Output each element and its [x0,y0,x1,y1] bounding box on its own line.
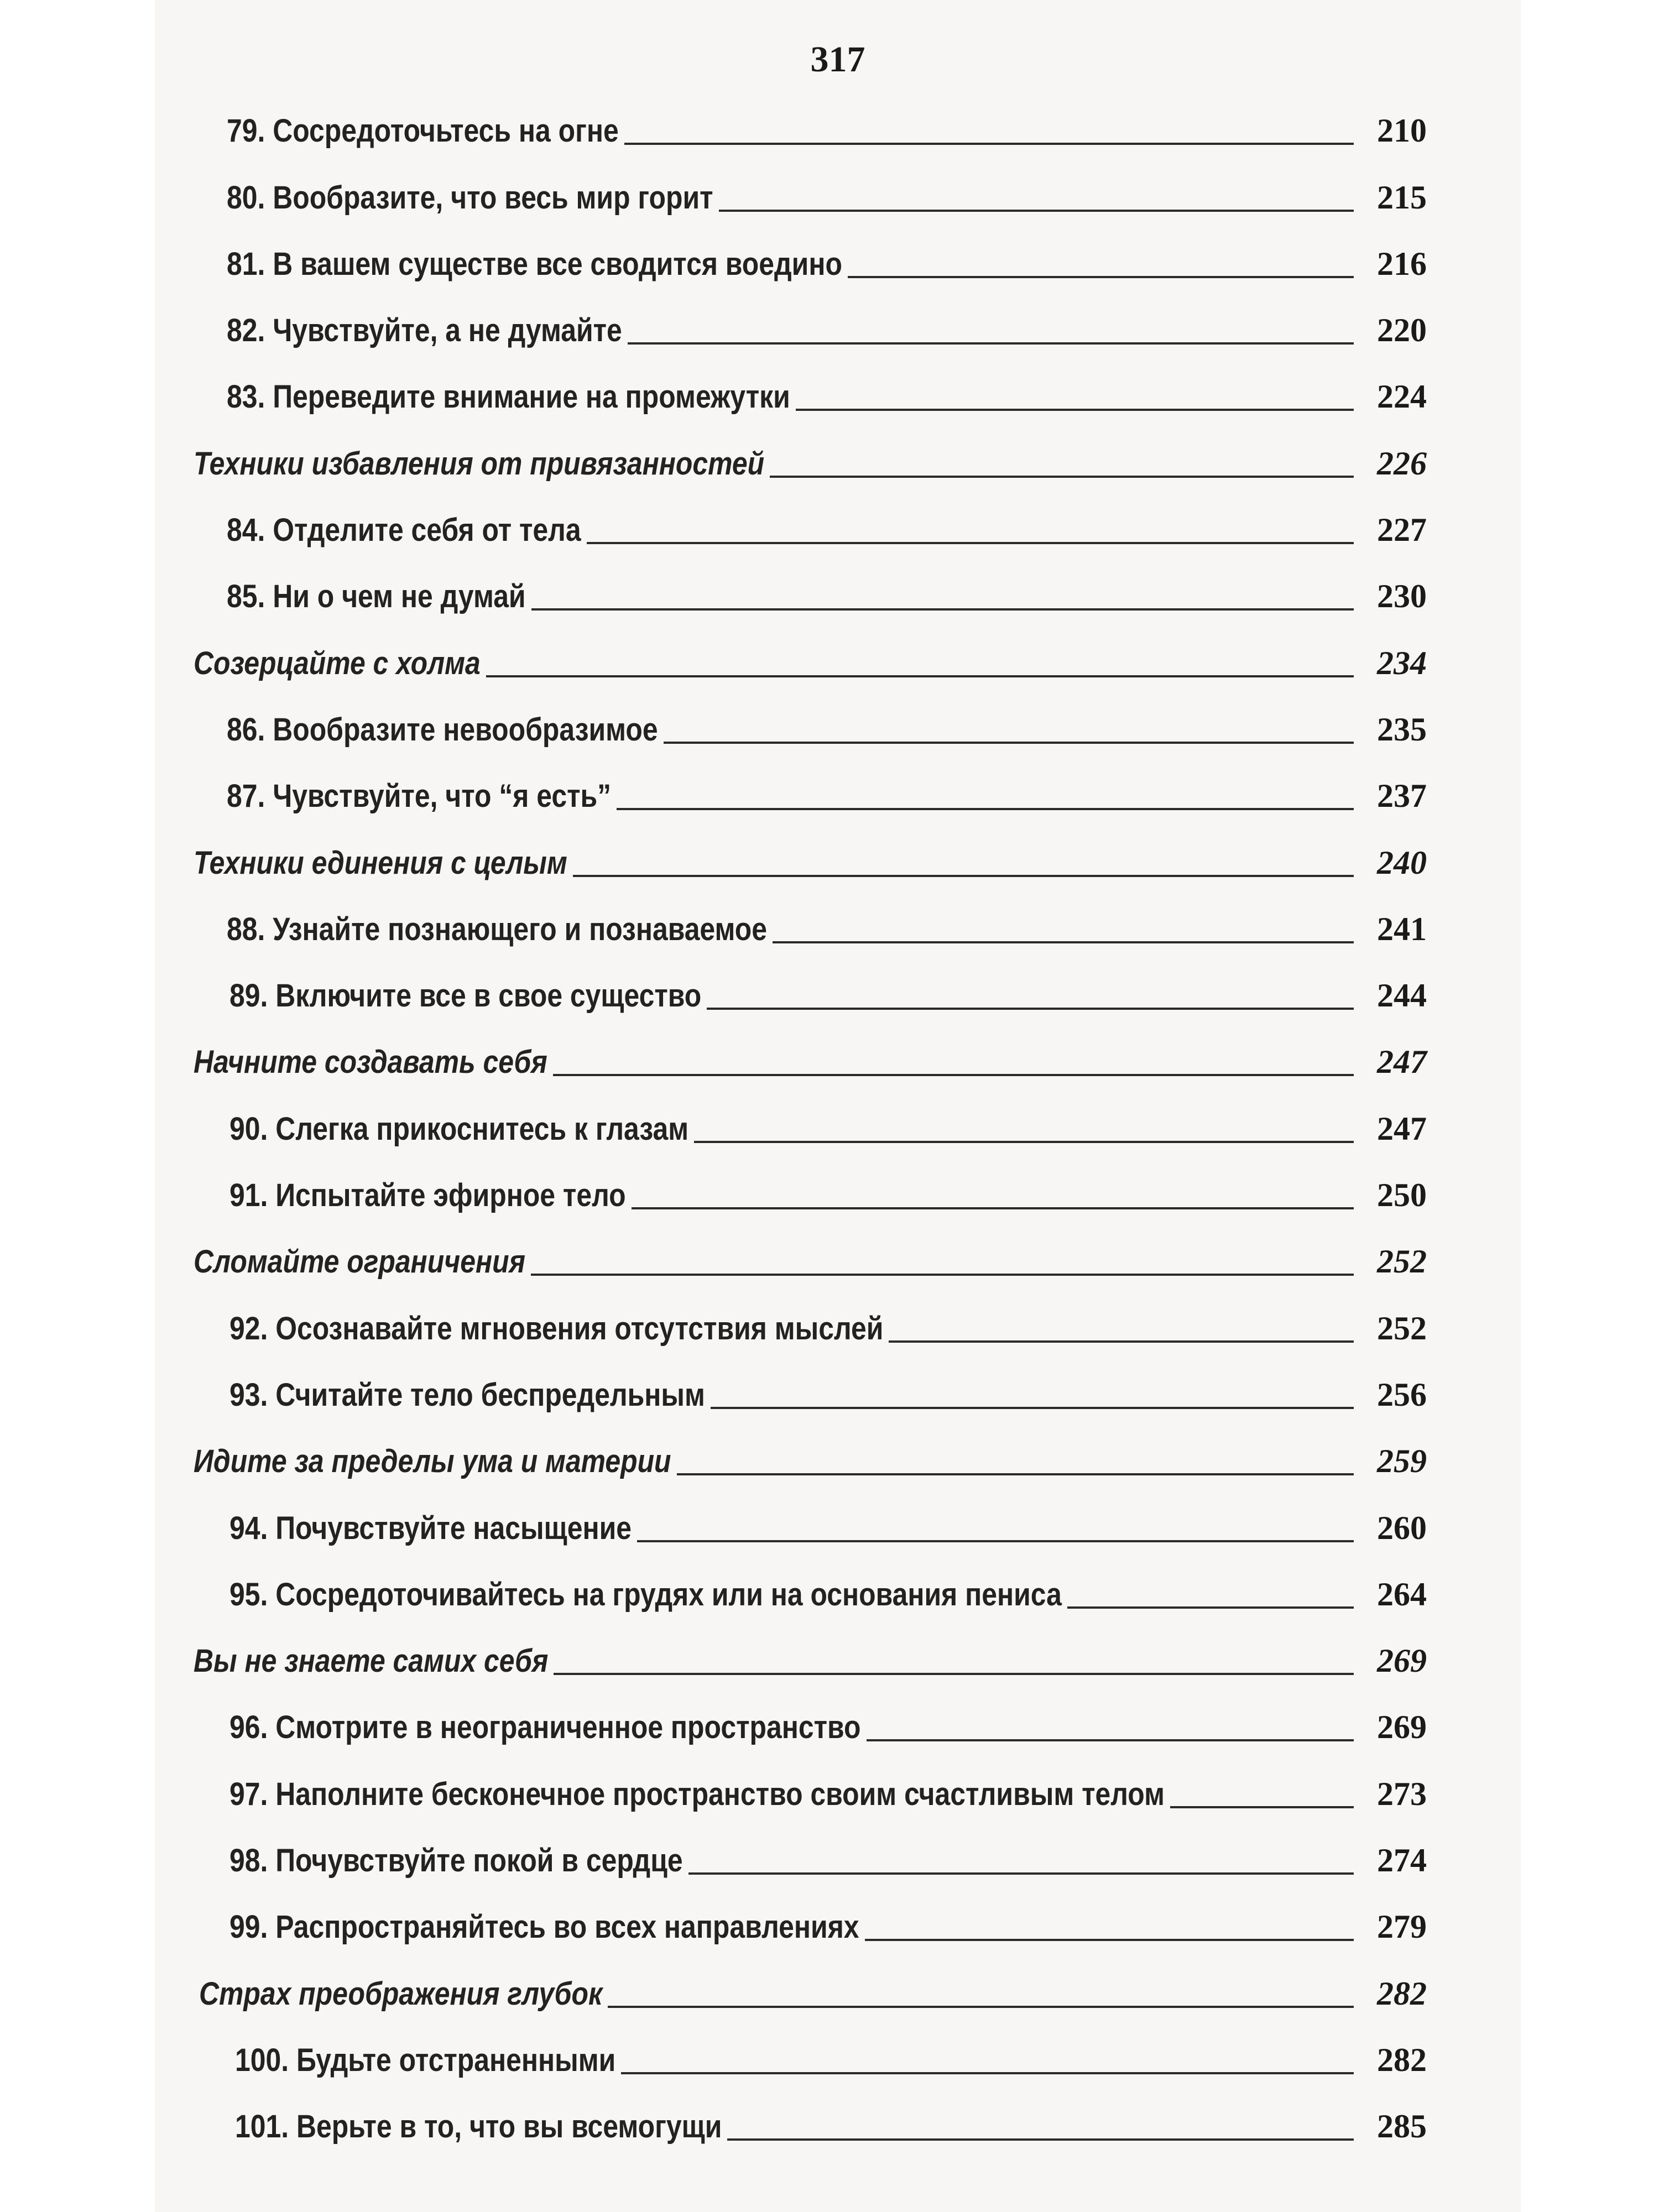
toc-entry-title: 95. Сосредоточивайтесь на грудях или на основания пениса [229,1576,1062,1613]
leader-line [707,1008,1354,1010]
leader-line [848,276,1354,278]
toc-entry [155,360,1427,426]
leader-line [621,2072,1354,2074]
leader-line [694,1141,1354,1143]
toc-entry [155,1757,1427,1823]
toc-entry-page: 237 [1377,778,1427,815]
toc-entry-page: 264 [1377,1575,1427,1613]
toc-section-heading [155,1025,1427,1092]
toc-entry-page: 273 [1377,1775,1427,1812]
leader-line [628,342,1354,345]
toc-section-heading [155,1425,1427,1491]
toc-entry-page: 220 [1377,312,1427,349]
toc-entry [155,959,1427,1025]
toc-entry-page: 269 [1377,1709,1427,1746]
toc-entry-title: 80. Вообразите, что весь мир горит [227,179,713,216]
leader-line [773,941,1354,943]
toc-entry-title: 79. Сосредоточьтесь на огне [227,113,619,149]
toc-entry-title: 99. Распространяйтесь во всех направлениях [229,1909,859,1945]
leader-line [573,875,1354,877]
toc-entry-page: 210 [1377,112,1427,149]
toc-entry [155,759,1427,826]
toc-entry [155,1824,1427,1890]
toc-entry [155,1358,1427,1425]
leader-line [770,476,1354,478]
leader-line [587,542,1354,544]
table-of-contents [155,94,1521,2156]
toc-entry [155,1691,1427,1757]
toc-entry-title: 82. Чувствуйте, а не думайте [227,312,622,349]
toc-entry-title: Созерцайте с холма [194,645,481,681]
leader-line [637,1540,1354,1542]
toc-section-heading [155,626,1427,692]
toc-entry-title: Идите за пределы ума и материи [194,1443,671,1480]
leader-line [486,675,1354,677]
toc-entry [155,1092,1427,1158]
toc-entry-page: 282 [1377,2041,1427,2078]
toc-entry-page: 274 [1377,1842,1427,1879]
toc-entry-title: 94. Почувствуйте насыщение [229,1510,632,1546]
toc-entry [155,294,1427,360]
toc-entry-title: Техники избавления от привязанностей [194,445,765,482]
toc-entry-title: 93. Считайте тело беспредельным [229,1376,705,1413]
toc-entry-page: 279 [1377,1908,1427,1945]
toc-entry-title: 96. Смотрите в неограниченное пространство [229,1709,861,1746]
leader-line [1067,1606,1354,1609]
toc-entry-title: Вы не знаете самих себя [194,1643,549,1679]
toc-entry [155,493,1427,560]
toc-entry [155,693,1427,759]
leader-line [617,808,1354,810]
toc-entry-page: 235 [1377,711,1427,748]
page-number: 317 [810,39,865,80]
toc-entry [155,560,1427,626]
toc-section-heading [155,1957,1427,2023]
toc-entry-page: 226 [1377,445,1427,482]
toc-entry [155,1491,1427,1557]
toc-entry [155,2090,1427,2156]
leader-line [688,1872,1354,1875]
toc-entry-page: 215 [1377,179,1427,216]
leader-line [632,1207,1354,1209]
toc-entry-page: 259 [1377,1443,1427,1480]
leader-line [554,1673,1354,1675]
toc-entry-page: 241 [1377,910,1427,947]
leader-line [889,1340,1354,1343]
toc-entry [155,1890,1427,1957]
leader-line [531,608,1354,611]
leader-line [719,210,1354,212]
toc-entry-page: 252 [1377,1310,1427,1347]
toc-entry-title: 84. Отделите себя от тела [227,512,581,549]
toc-entry-page: 247 [1377,1044,1427,1081]
toc-entry-page: 216 [1377,245,1427,282]
toc-entry-page: 234 [1377,644,1427,681]
toc-entry-page: 224 [1377,378,1427,415]
toc-entry-title: 87. Чувствуйте, что “я есть” [227,778,612,815]
toc-entry [155,1291,1427,1358]
leader-line [727,2138,1354,2141]
toc-entry-title: Страх преображения глубок [199,1975,603,2012]
toc-entry-title: 85. Ни о чем не думай [227,578,526,615]
toc-entry-page: 285 [1377,2108,1427,2145]
toc-entry-title: Начните создавать себя [194,1044,547,1081]
toc-entry-title: 91. Испытайте эфирное тело [229,1177,626,1214]
toc-entry [155,893,1427,959]
toc-entry [155,160,1427,227]
toc-section-heading [155,1624,1427,1691]
toc-entry-page: 230 [1377,578,1427,615]
toc-entry-title: 101. Верьте в то, что вы всемогущи [235,2109,722,2145]
toc-entry [155,94,1427,160]
toc-entry [155,1159,1427,1225]
leader-line [624,143,1354,145]
toc-entry-page: 252 [1377,1243,1427,1280]
leader-line [553,1074,1354,1076]
toc-entry-title: Техники единения с целым [194,844,567,881]
toc-entry-page: 227 [1377,512,1427,549]
toc-section-heading [155,1225,1427,1291]
toc-entry-title: 92. Осознавайте мгновения отсутствия мыслей [229,1310,884,1347]
toc-entry-title: 88. Узнайте познающего и познаваемое [227,911,767,947]
leader-line [867,1739,1354,1741]
toc-entry-title: 98. Почувствуйте покой в сердце [229,1843,683,1879]
toc-entry-page: 240 [1377,844,1427,881]
toc-entry-title: 89. Включите все в свое существо [229,978,702,1014]
toc-entry-page: 250 [1377,1177,1427,1214]
toc-entry-page: 269 [1377,1642,1427,1679]
toc-entry-title: 90. Слегка прикоснитесь к глазам [229,1110,689,1147]
leader-line [608,2006,1354,2008]
toc-entry-title: Сломайте ограничения [194,1244,525,1280]
toc-entry-page: 282 [1377,1975,1427,2012]
toc-entry-page: 247 [1377,1110,1427,1147]
leader-line [711,1407,1354,1409]
toc-entry-title: 86. Вообразите невообразимое [227,711,658,748]
book-page [155,0,1521,2212]
leader-line [796,409,1354,411]
toc-entry [155,2023,1427,2090]
toc-entry [155,227,1427,294]
toc-entry [155,1558,1427,1624]
leader-line [531,1274,1354,1276]
toc-entry-page: 256 [1377,1376,1427,1413]
toc-entry-title: 100. Будьте отстраненными [235,2042,616,2078]
leader-line [1170,1806,1354,1808]
toc-section-heading [155,426,1427,493]
leader-line [677,1473,1354,1475]
toc-entry-title: 83. Переведите внимание на промежутки [227,379,790,415]
leader-line [664,742,1354,744]
toc-entry-title: 81. В вашем существе все сводится воедино [227,246,842,282]
toc-entry-title: 97. Наполните бесконечное пространство своим счастливым телом [229,1776,1165,1812]
toc-entry-page: 244 [1377,977,1427,1014]
toc-entry-page: 260 [1377,1509,1427,1546]
leader-line [865,1939,1354,1941]
toc-section-heading [155,826,1427,892]
